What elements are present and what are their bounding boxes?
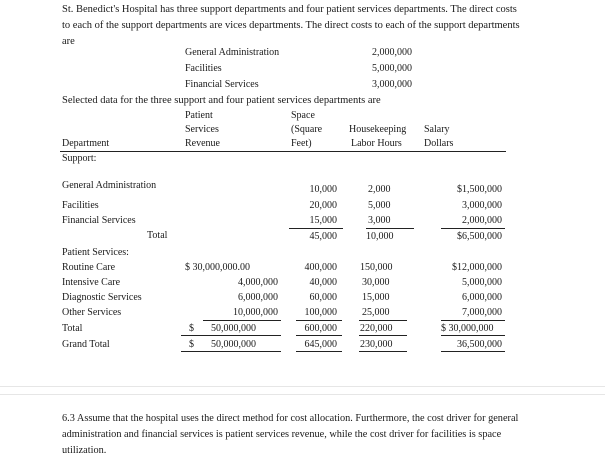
support-total-space: 45,000	[309, 231, 337, 242]
header-space-line1: Space	[291, 110, 315, 121]
table-row-hk: 150,000	[360, 262, 393, 273]
table-row-space: 15,000	[309, 215, 337, 226]
grand-rule-revenue	[181, 335, 281, 336]
table-row-salary: 7,000,000	[462, 307, 502, 318]
table-row-hk: 3,000	[368, 215, 391, 226]
grand-rule-space	[296, 335, 342, 336]
table-row-dept: Intensive Care	[62, 277, 121, 288]
header-salary-line2: Dollars	[424, 138, 454, 149]
support-total-hk: 10,000	[366, 231, 394, 242]
direct-cost-label: Facilities	[185, 63, 222, 74]
grand-underline-revenue	[181, 351, 281, 352]
patient-rule-hk	[359, 320, 407, 321]
table-row-revenue: 4,000,000	[238, 277, 278, 288]
patient-total-label: Total	[62, 323, 83, 334]
grand-underline-salary	[441, 351, 505, 352]
table-row-hk: 5,000	[368, 200, 391, 211]
section-divider	[0, 394, 605, 395]
intro-paragraph: St. Benedict's Hospital has three support departments and four patient services departments. The direct costs to each of the support departments are vices departments. The direct costs to each of the support departments are	[62, 4, 520, 47]
header-housekeeping-line2: Labor Hours	[351, 138, 402, 149]
patient-total-space: 600,000	[304, 323, 337, 334]
grand-total-dollar: $	[189, 339, 194, 350]
table-row-dept: General Administration	[62, 180, 157, 191]
table-row-dept: Routine Care	[62, 262, 116, 273]
table-row-salary: $1,500,000	[457, 184, 502, 195]
grand-underline-hk	[359, 351, 407, 352]
direct-cost-value: 3,000,000	[372, 79, 412, 90]
table-row-salary: 2,000,000	[462, 215, 502, 226]
table-row-hk: 25,000	[362, 307, 390, 318]
grand-rule-hk	[359, 335, 407, 336]
total-rule-salary	[441, 228, 505, 229]
question-paragraph: 6.3 Assume that the hospital uses the direct method for cost allocation. Furthermore, the cost driver for general administration and financial services is patient services revenue, while the cost driver for facilities is space utilization.	[62, 413, 519, 456]
patient-total-salary: $ 30,000,000	[441, 323, 494, 334]
table-row-hk: 30,000	[362, 277, 390, 288]
header-rule	[60, 151, 506, 152]
direct-cost-value: 5,000,000	[372, 63, 412, 74]
table-row-space: 40,000	[309, 277, 337, 288]
grand-total-space: 645,000	[304, 339, 337, 350]
direct-cost-label: General Administration	[185, 47, 280, 58]
table-row-salary: $12,000,000	[452, 262, 502, 273]
patient-total-hk: 220,000	[360, 323, 393, 334]
table-row-dept: Other Services	[62, 307, 122, 318]
grand-total-label: Grand Total	[62, 339, 110, 350]
total-rule-space	[289, 228, 343, 229]
selected-data-heading: Selected data for the three support and four patient services departments are	[62, 95, 381, 106]
header-revenue-line2: Services	[185, 124, 219, 135]
section-divider	[0, 386, 605, 387]
table-row-space: 100,000	[304, 307, 337, 318]
patient-total-revenue: 50,000,000	[211, 323, 256, 334]
table-row-revenue: 10,000,000	[233, 307, 278, 318]
total-rule-hk	[366, 228, 414, 229]
patient-section-title: Patient Services:	[62, 247, 129, 258]
grand-rule-salary	[441, 335, 505, 336]
grand-total-salary: 36,500,000	[457, 339, 502, 350]
header-salary-line1: Salary	[424, 124, 450, 135]
table-row-revenue: $ 30,000,000.00	[185, 262, 250, 273]
support-total-label: Total	[147, 230, 168, 241]
header-revenue-line3: Revenue	[185, 138, 220, 149]
table-row-space: 20,000	[309, 200, 337, 211]
header-housekeeping-line1: Housekeeping	[349, 124, 407, 135]
header-space-line3: Feet)	[291, 138, 312, 149]
patient-total-dollar: $	[189, 323, 194, 334]
header-department: Department	[62, 138, 110, 149]
patient-rule-space	[296, 320, 342, 321]
table-row-salary: 6,000,000	[462, 292, 502, 303]
grand-underline-space	[296, 351, 342, 352]
support-section-title: Support:	[62, 153, 97, 164]
table-row-dept: Diagnostic Services	[62, 292, 142, 303]
direct-cost-label: Financial Services	[185, 79, 259, 90]
grand-total-revenue: 50,000,000	[211, 339, 256, 350]
patient-rule-salary	[441, 320, 505, 321]
table-row-revenue: 6,000,000	[238, 292, 278, 303]
table-row-salary: 3,000,000	[462, 200, 502, 211]
table-row-dept: Facilities	[62, 200, 99, 211]
header-space-line2: (Square	[291, 124, 323, 135]
table-row-space: 60,000	[309, 292, 337, 303]
table-row-space: 400,000	[304, 262, 337, 273]
direct-cost-value: 2,000,000	[372, 47, 412, 58]
table-row-salary: 5,000,000	[462, 277, 502, 288]
patient-rule-revenue	[203, 320, 281, 321]
header-revenue-line1: Patient	[185, 110, 213, 121]
table-row-hk: 15,000	[362, 292, 390, 303]
table-row-space: 10,000	[309, 184, 337, 195]
table-row-dept: Financial Services	[62, 215, 136, 226]
support-total-salary: $6,500,000	[457, 231, 502, 242]
table-row-hk: 2,000	[368, 184, 391, 195]
grand-total-hk: 230,000	[360, 339, 393, 350]
